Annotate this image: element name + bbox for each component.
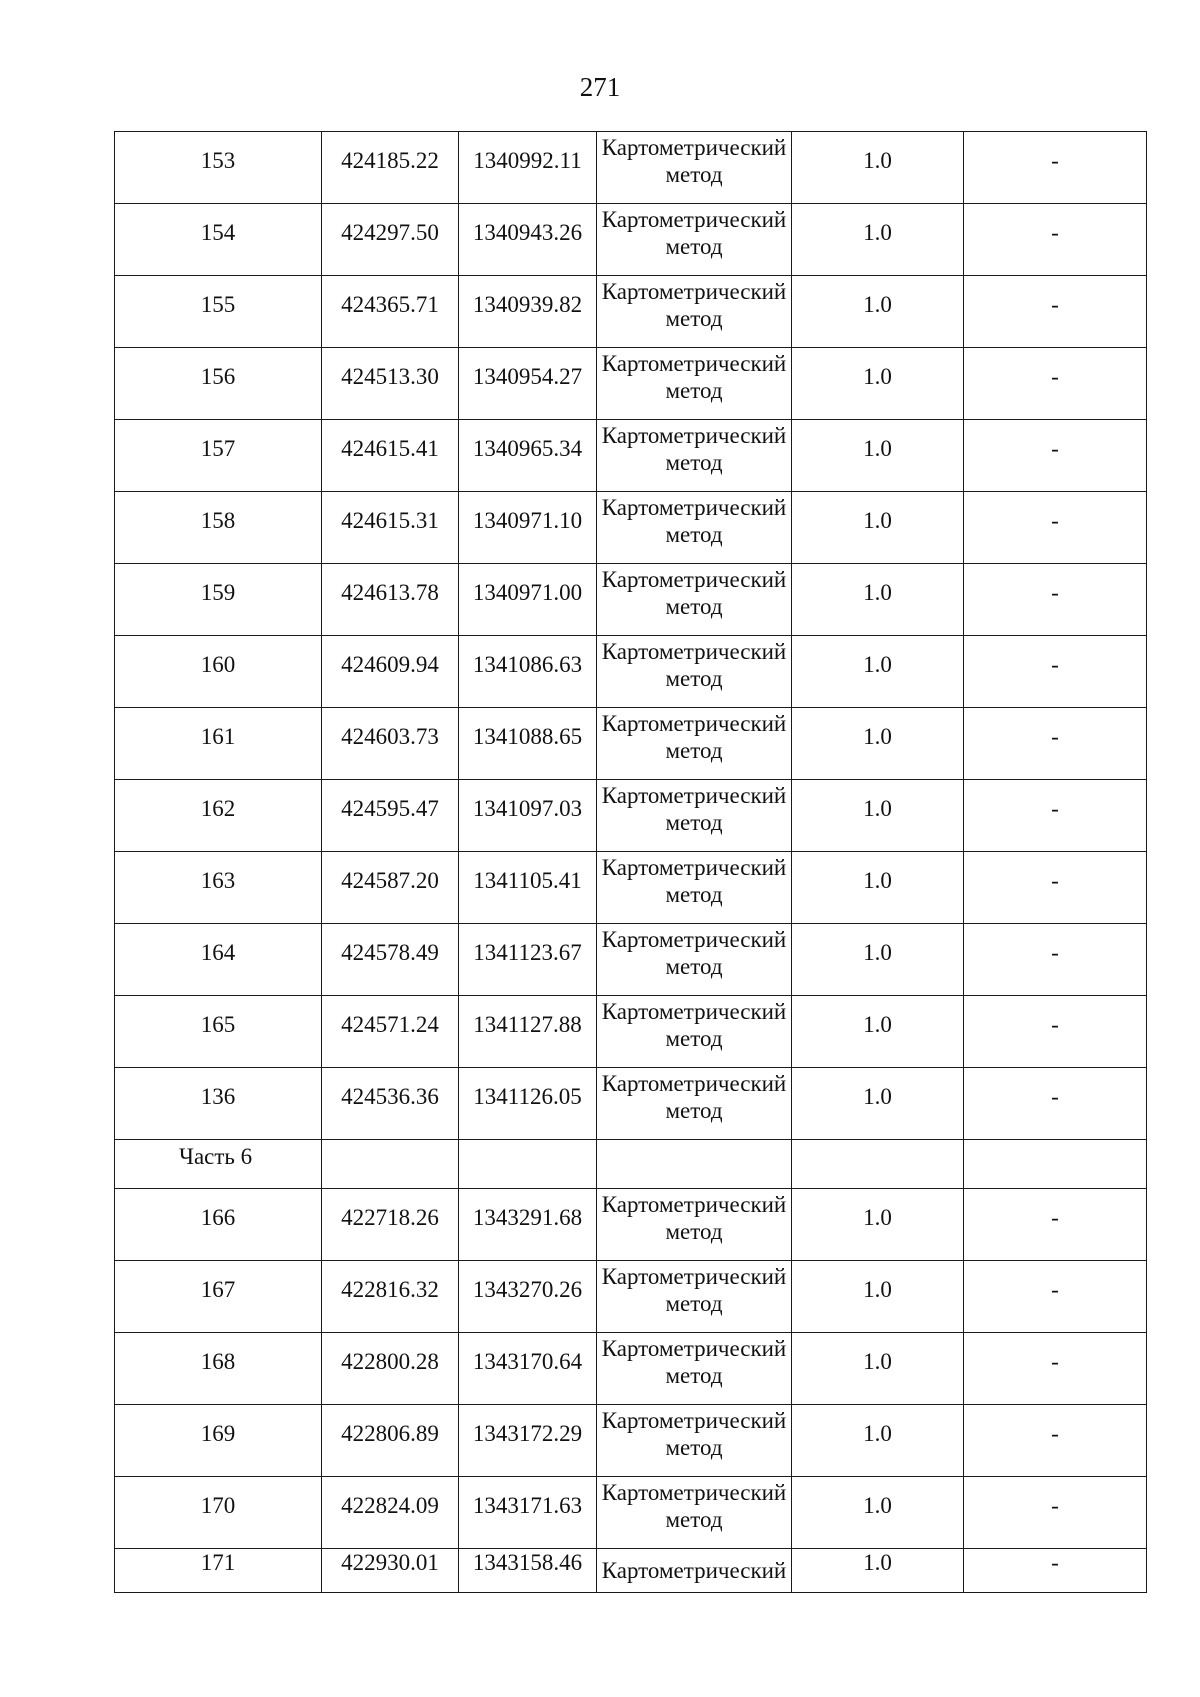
point-number-cell-text: 171	[200, 1550, 236, 1575]
point-number-cell	[115, 996, 322, 1068]
accuracy-cell-text: 1.0	[863, 364, 892, 389]
y-coordinate-cell	[459, 348, 597, 420]
y-coordinate-cell	[459, 420, 597, 492]
empty-cell	[597, 1140, 792, 1189]
accuracy-cell-text: 1.0	[863, 1493, 892, 1518]
accuracy-cell-text: 1.0	[863, 1277, 892, 1302]
extra-cell	[964, 1189, 1147, 1261]
extra-cell-text: -	[1051, 1205, 1059, 1230]
extra-cell-text: -	[1051, 1349, 1059, 1374]
x-coordinate-cell-text: 424595.47	[341, 796, 439, 821]
method-cell-text: Картометрический метод	[601, 999, 787, 1051]
method-cell-text: Картометрический метод	[601, 855, 787, 907]
point-number-cell	[115, 348, 322, 420]
method-cell-text: Картометрический метод	[601, 1264, 787, 1316]
table-row	[115, 996, 1147, 1068]
y-coordinate-cell-text: 1340971.10	[472, 508, 583, 533]
method-cell-text: Картометрический метод	[601, 423, 787, 475]
accuracy-cell	[792, 1333, 964, 1405]
extra-cell-text: -	[1051, 436, 1059, 461]
accuracy-cell-text: 1.0	[863, 1421, 892, 1446]
method-cell-text: Картометрический метод	[601, 1192, 787, 1244]
y-coordinate-cell	[459, 132, 597, 204]
y-coordinate-cell-text: 1343170.64	[472, 1349, 583, 1374]
y-coordinate-cell-text: 1343291.68	[472, 1205, 583, 1230]
x-coordinate-cell	[322, 132, 459, 204]
x-coordinate-cell	[322, 708, 459, 780]
x-coordinate-cell-text: 424365.71	[341, 292, 439, 317]
y-coordinate-cell-text: 1340992.11	[473, 148, 582, 173]
extra-cell	[964, 1549, 1147, 1593]
extra-cell-text: -	[1051, 1421, 1059, 1446]
extra-cell	[964, 780, 1147, 852]
x-coordinate-cell	[322, 1333, 459, 1405]
method-cell-text: Картометрический метод	[601, 279, 787, 331]
point-number-cell	[115, 1261, 322, 1333]
coordinates-table	[114, 131, 1147, 1593]
point-number-cell-text: 157	[200, 436, 236, 461]
method-cell	[597, 1549, 792, 1593]
method-cell-text: Картометрический метод	[601, 351, 787, 403]
accuracy-cell-text: 1.0	[863, 940, 892, 965]
table-row	[115, 780, 1147, 852]
method-cell	[597, 1405, 792, 1477]
accuracy-cell	[792, 852, 964, 924]
method-cell	[597, 924, 792, 996]
point-number-cell	[115, 1333, 322, 1405]
extra-cell-text: -	[1051, 940, 1059, 965]
table-row	[115, 636, 1147, 708]
table-row	[115, 1068, 1147, 1140]
empty-cell	[459, 1140, 597, 1189]
extra-cell-text: -	[1051, 508, 1059, 533]
accuracy-cell	[792, 1068, 964, 1140]
accuracy-cell	[792, 708, 964, 780]
table-row	[115, 276, 1147, 348]
x-coordinate-cell-text: 424185.22	[341, 148, 439, 173]
table-row	[115, 204, 1147, 276]
x-coordinate-cell	[322, 924, 459, 996]
point-number-cell	[115, 780, 322, 852]
method-cell	[597, 276, 792, 348]
table-row	[115, 1189, 1147, 1261]
method-cell	[597, 1477, 792, 1549]
x-coordinate-cell-text: 422824.09	[341, 1493, 439, 1518]
y-coordinate-cell-text: 1341088.65	[472, 724, 583, 749]
table-row	[115, 132, 1147, 204]
y-coordinate-cell	[459, 564, 597, 636]
point-number-cell	[115, 276, 322, 348]
x-coordinate-cell-text: 424603.73	[341, 724, 439, 749]
method-cell	[597, 1333, 792, 1405]
y-coordinate-cell	[459, 780, 597, 852]
x-coordinate-cell-text: 424536.36	[341, 1084, 439, 1109]
method-cell-text: Картометрический метод	[601, 1071, 787, 1123]
accuracy-cell	[792, 348, 964, 420]
y-coordinate-cell-text: 1341126.05	[473, 1084, 582, 1109]
accuracy-cell-text: 1.0	[863, 292, 892, 317]
accuracy-cell-text: 1.0	[863, 724, 892, 749]
point-number-cell-text: 164	[200, 940, 236, 965]
accuracy-cell	[792, 276, 964, 348]
y-coordinate-cell-text: 1341086.63	[472, 652, 583, 677]
extra-cell-text: -	[1051, 1550, 1059, 1575]
accuracy-cell	[792, 492, 964, 564]
table-row	[115, 852, 1147, 924]
point-number-cell-text: 170	[200, 1493, 236, 1518]
method-cell-text: Картометрический метод	[601, 207, 787, 259]
method-cell-text: Картометрический метод	[601, 567, 787, 619]
point-number-cell	[115, 492, 322, 564]
x-coordinate-cell-text: 422800.28	[341, 1349, 439, 1374]
accuracy-cell-text: 1.0	[863, 868, 892, 893]
table-row	[115, 1405, 1147, 1477]
method-cell	[597, 564, 792, 636]
y-coordinate-cell-text: 1340965.34	[472, 436, 583, 461]
method-cell	[597, 780, 792, 852]
point-number-cell-text: 165	[200, 1012, 236, 1037]
x-coordinate-cell	[322, 1477, 459, 1549]
y-coordinate-cell-text: 1341123.67	[473, 940, 582, 965]
extra-cell	[964, 132, 1147, 204]
method-cell-text: Картометрический метод	[601, 135, 787, 187]
x-coordinate-cell-text: 424297.50	[341, 220, 439, 245]
table-row	[115, 348, 1147, 420]
method-cell-text: Картометрический метод	[601, 1408, 787, 1460]
y-coordinate-cell-text: 1340971.00	[472, 580, 583, 605]
y-coordinate-cell	[459, 1189, 597, 1261]
accuracy-cell-text: 1.0	[863, 796, 892, 821]
extra-cell-text: -	[1051, 580, 1059, 605]
method-cell	[597, 1068, 792, 1140]
method-cell	[597, 204, 792, 276]
extra-cell	[964, 1477, 1147, 1549]
method-cell	[597, 1261, 792, 1333]
y-coordinate-cell	[459, 1477, 597, 1549]
point-number-cell	[115, 924, 322, 996]
y-coordinate-cell	[459, 996, 597, 1068]
accuracy-cell	[792, 564, 964, 636]
accuracy-cell-text: 1.0	[863, 220, 892, 245]
point-number-cell-text: 156	[200, 364, 236, 389]
empty-cell	[964, 1140, 1147, 1189]
method-cell	[597, 132, 792, 204]
accuracy-cell	[792, 996, 964, 1068]
accuracy-cell-text: 1.0	[863, 1205, 892, 1230]
extra-cell	[964, 420, 1147, 492]
accuracy-cell	[792, 132, 964, 204]
accuracy-cell	[792, 780, 964, 852]
accuracy-cell	[792, 204, 964, 276]
table-row	[115, 924, 1147, 996]
x-coordinate-cell-text: 422930.01	[341, 1550, 439, 1575]
y-coordinate-cell	[459, 492, 597, 564]
point-number-cell-text: 162	[200, 796, 236, 821]
x-coordinate-cell	[322, 492, 459, 564]
y-coordinate-cell-text: 1343158.46	[472, 1550, 583, 1575]
y-coordinate-cell-text: 1343172.29	[472, 1421, 583, 1446]
point-number-cell	[115, 708, 322, 780]
accuracy-cell-text: 1.0	[863, 1550, 892, 1575]
extra-cell-text: -	[1051, 724, 1059, 749]
x-coordinate-cell	[322, 348, 459, 420]
x-coordinate-cell	[322, 564, 459, 636]
x-coordinate-cell-text: 424615.31	[341, 508, 439, 533]
point-number-cell-text: 158	[200, 508, 236, 533]
table-row	[115, 1549, 1147, 1593]
x-coordinate-cell-text: 422816.32	[341, 1277, 439, 1302]
accuracy-cell	[792, 636, 964, 708]
accuracy-cell-text: 1.0	[863, 1084, 892, 1109]
x-coordinate-cell	[322, 1261, 459, 1333]
x-coordinate-cell	[322, 276, 459, 348]
y-coordinate-cell	[459, 204, 597, 276]
accuracy-cell-text: 1.0	[863, 1349, 892, 1374]
x-coordinate-cell-text: 424587.20	[341, 868, 439, 893]
extra-cell	[964, 492, 1147, 564]
point-number-cell	[115, 636, 322, 708]
point-number-cell-text: 136	[200, 1084, 236, 1109]
accuracy-cell-text: 1.0	[863, 580, 892, 605]
y-coordinate-cell-text: 1340943.26	[472, 220, 583, 245]
method-cell	[597, 1189, 792, 1261]
y-coordinate-cell-text: 1341105.41	[473, 868, 582, 893]
method-cell	[597, 852, 792, 924]
method-cell-text: Картометрический метод	[601, 711, 787, 763]
method-cell	[597, 636, 792, 708]
point-number-cell-text: 166	[200, 1205, 236, 1230]
y-coordinate-cell	[459, 852, 597, 924]
point-number-cell-text: 161	[200, 724, 236, 749]
point-number-cell	[115, 852, 322, 924]
extra-cell	[964, 708, 1147, 780]
extra-cell-text: -	[1051, 652, 1059, 677]
extra-cell	[964, 636, 1147, 708]
page-number: 271	[579, 72, 621, 102]
extra-cell-text: -	[1051, 1012, 1059, 1037]
y-coordinate-cell-text: 1343171.63	[472, 1493, 583, 1518]
point-number-cell-text: 154	[200, 220, 236, 245]
accuracy-cell-text: 1.0	[863, 508, 892, 533]
method-cell	[597, 708, 792, 780]
point-number-cell-text: 159	[200, 580, 236, 605]
empty-cell	[792, 1140, 964, 1189]
x-coordinate-cell-text: 422806.89	[341, 1421, 439, 1446]
table-row	[115, 492, 1147, 564]
extra-cell-text: -	[1051, 796, 1059, 821]
point-number-cell	[115, 1477, 322, 1549]
extra-cell-text: -	[1051, 1277, 1059, 1302]
accuracy-cell	[792, 1189, 964, 1261]
extra-cell-text: -	[1051, 1084, 1059, 1109]
x-coordinate-cell-text: 424609.94	[341, 652, 439, 677]
method-cell	[597, 492, 792, 564]
x-coordinate-cell-text: 424613.78	[341, 580, 439, 605]
method-cell	[597, 348, 792, 420]
point-number-cell	[115, 1405, 322, 1477]
method-cell-text: Картометрический метод	[601, 927, 787, 979]
extra-cell	[964, 348, 1147, 420]
method-cell-text: Картометрический метод	[601, 639, 787, 691]
point-number-cell-text: 168	[200, 1349, 236, 1374]
extra-cell	[964, 996, 1147, 1068]
x-coordinate-cell	[322, 1549, 459, 1593]
extra-cell	[964, 1068, 1147, 1140]
extra-cell-text: -	[1051, 364, 1059, 389]
section-row	[115, 1140, 1147, 1189]
extra-cell-text: -	[1051, 148, 1059, 173]
table-row	[115, 708, 1147, 780]
y-coordinate-cell	[459, 708, 597, 780]
table-row	[115, 1333, 1147, 1405]
method-cell-text: Картометрический метод	[601, 1336, 787, 1388]
method-cell-text: Картометрический метод	[601, 1480, 787, 1532]
y-coordinate-cell-text: 1343270.26	[472, 1277, 583, 1302]
x-coordinate-cell-text: 424578.49	[341, 940, 439, 965]
y-coordinate-cell-text: 1340939.82	[472, 292, 583, 317]
y-coordinate-cell	[459, 276, 597, 348]
method-cell-text: Картометрический метод	[601, 783, 787, 835]
method-cell	[597, 420, 792, 492]
x-coordinate-cell	[322, 420, 459, 492]
point-number-cell	[115, 1068, 322, 1140]
section-label: Часть 6	[115, 1140, 322, 1189]
y-coordinate-cell-text: 1341127.88	[473, 1012, 582, 1037]
x-coordinate-cell-text: 422718.26	[341, 1205, 439, 1230]
extra-cell	[964, 1405, 1147, 1477]
x-coordinate-cell	[322, 852, 459, 924]
method-cell-text: Картометрический метод	[601, 495, 787, 547]
point-number-cell	[115, 132, 322, 204]
point-number-cell-text: 153	[200, 148, 236, 173]
y-coordinate-cell-text: 1341097.03	[472, 796, 583, 821]
y-coordinate-cell	[459, 1261, 597, 1333]
y-coordinate-cell	[459, 636, 597, 708]
accuracy-cell-text: 1.0	[863, 652, 892, 677]
y-coordinate-cell	[459, 1068, 597, 1140]
table-row	[115, 564, 1147, 636]
x-coordinate-cell-text: 424615.41	[341, 436, 439, 461]
y-coordinate-cell	[459, 1405, 597, 1477]
accuracy-cell	[792, 924, 964, 996]
method-cell-text: Картометрический	[601, 1558, 787, 1583]
x-coordinate-cell	[322, 1068, 459, 1140]
extra-cell	[964, 1261, 1147, 1333]
empty-cell	[322, 1140, 459, 1189]
point-number-cell-text: 169	[200, 1421, 236, 1446]
accuracy-cell-text: 1.0	[863, 436, 892, 461]
point-number-cell-text: 155	[200, 292, 236, 317]
accuracy-cell	[792, 420, 964, 492]
point-number-cell-text: 160	[200, 652, 236, 677]
extra-cell-text: -	[1051, 868, 1059, 893]
x-coordinate-cell	[322, 996, 459, 1068]
point-number-cell	[115, 204, 322, 276]
x-coordinate-cell	[322, 1405, 459, 1477]
extra-cell	[964, 276, 1147, 348]
table-row	[115, 420, 1147, 492]
table-row	[115, 1477, 1147, 1549]
extra-cell-text: -	[1051, 1493, 1059, 1518]
accuracy-cell	[792, 1405, 964, 1477]
coordinates-table-body	[115, 132, 1147, 1593]
x-coordinate-cell-text: 424513.30	[341, 364, 439, 389]
x-coordinate-cell	[322, 1189, 459, 1261]
point-number-cell-text: 167	[200, 1277, 236, 1302]
accuracy-cell	[792, 1261, 964, 1333]
extra-cell	[964, 924, 1147, 996]
point-number-cell-text: 163	[200, 868, 236, 893]
accuracy-cell-text: 1.0	[863, 148, 892, 173]
extra-cell	[964, 564, 1147, 636]
x-coordinate-cell	[322, 204, 459, 276]
accuracy-cell-text: 1.0	[863, 1012, 892, 1037]
y-coordinate-cell	[459, 1549, 597, 1593]
accuracy-cell	[792, 1549, 964, 1593]
point-number-cell	[115, 1189, 322, 1261]
point-number-cell	[115, 420, 322, 492]
extra-cell-text: -	[1051, 220, 1059, 245]
extra-cell	[964, 852, 1147, 924]
extra-cell	[964, 204, 1147, 276]
accuracy-cell	[792, 1477, 964, 1549]
y-coordinate-cell	[459, 1333, 597, 1405]
x-coordinate-cell	[322, 636, 459, 708]
point-number-cell	[115, 564, 322, 636]
y-coordinate-cell-text: 1340954.27	[472, 364, 583, 389]
method-cell	[597, 996, 792, 1068]
x-coordinate-cell-text: 424571.24	[341, 1012, 439, 1037]
extra-cell-text: -	[1051, 292, 1059, 317]
point-number-cell	[115, 1549, 322, 1593]
extra-cell	[964, 1333, 1147, 1405]
x-coordinate-cell	[322, 780, 459, 852]
table-row	[115, 1261, 1147, 1333]
y-coordinate-cell	[459, 924, 597, 996]
